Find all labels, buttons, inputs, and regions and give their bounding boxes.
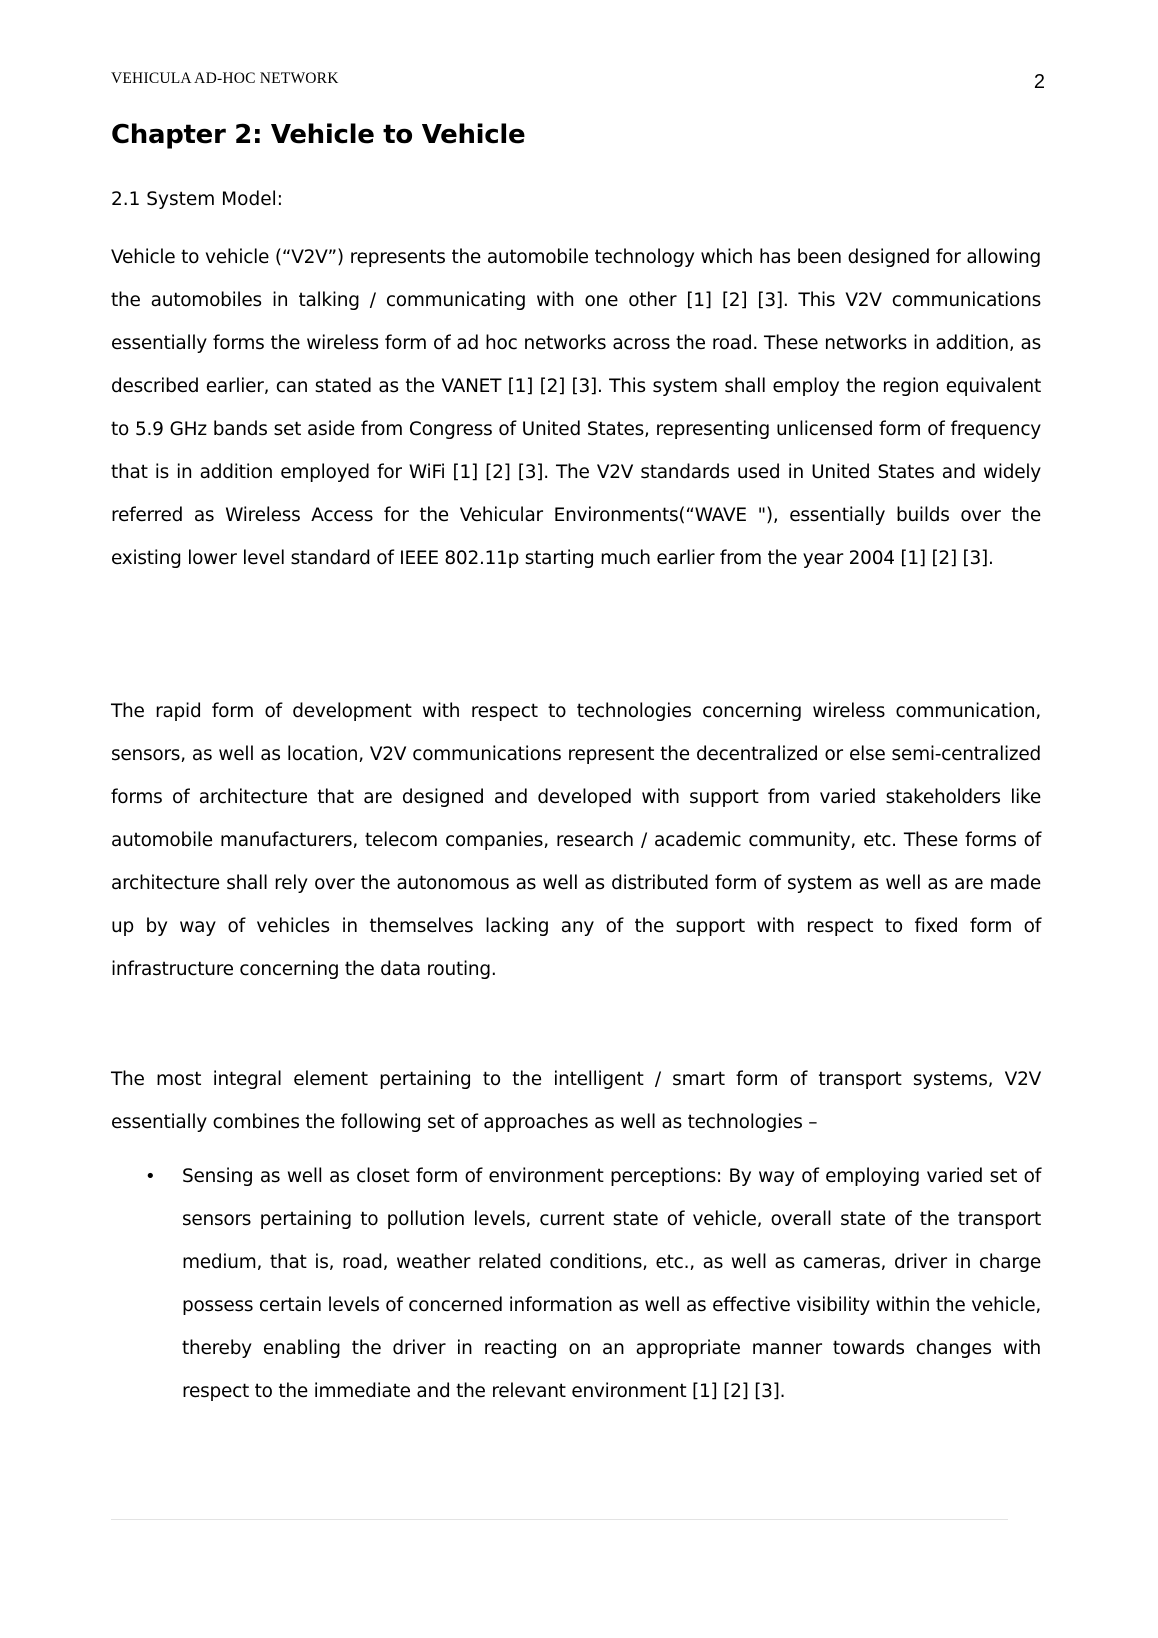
bullet-text: Sensing as well as closet form of environment perceptions: By way of employing varied set of sensors pertaining to pollution levels, current state of vehicle, overall state of the transport medium, that is, road, weather related conditions, etc., as well as cameras, driver in charge possess certain levels of concerned information as well as effective visibility within the vehicle, thereby enabling the driver in reacting on an appropriate manner towards changes with respect to the immediate and the relevant environment [1] [2] [3]. [182, 1166, 1041, 1402]
list-item [111, 1155, 1041, 1413]
body-paragraph: The rapid form of development with respect to technologies concerning wireless communication, sensors, as well as location, V2V communications represent the decentralized or else semi-centralized forms of architecture that are designed and developed with support from varied stakeholders like automobile manufacturers, telecom companies, research / academic community, etc. These forms of architecture shall rely over the autonomous as well as distributed form of system as well as are made up by way of vehicles in themselves lacking any of the support with respect to fixed form of infrastructure concerning the data routing. [111, 701, 1041, 980]
bullet-icon: • [145, 1166, 156, 1187]
footer-divider [111, 1519, 1008, 1520]
chapter-title: Chapter 2: Vehicle to Vehicle [111, 120, 526, 150]
page-number: 2 [1033, 71, 1045, 93]
running-head: VEHICULA AD-HOC NETWORK [111, 70, 339, 87]
section-title: 2.1 System Model: [111, 189, 283, 210]
body-paragraph: Vehicle to vehicle (“V2V”) represents the automobile technology which has been designed for allowing the automobiles in talking / communicating with one other [1] [2] [3]. This V2V communications essentially forms the wireless form of ad hoc networks across the road. These networks in addition, as described earlier, can stated as the VANET [1] [2] [3]. This system shall employ the region equivalent to 5.9 GHz bands set aside from Congress of United States, representing unlicensed form of frequency that is in addition employed for WiFi [1] [2] [3]. The V2V standards used in United States and widely referred as Wireless Access for the Vehicular Environments(“WAVE "), essentially builds over the existing lower level standard of IEEE 802.11p starting much earlier from the year 2004 [1] [2] [3]. [111, 247, 1041, 569]
body-paragraph: The most integral element pertaining to the intelligent / smart form of transport systems, V2V essentially combines the following set of approaches as well as technologies – [111, 1069, 1041, 1133]
bullet-list [111, 1155, 1041, 1413]
